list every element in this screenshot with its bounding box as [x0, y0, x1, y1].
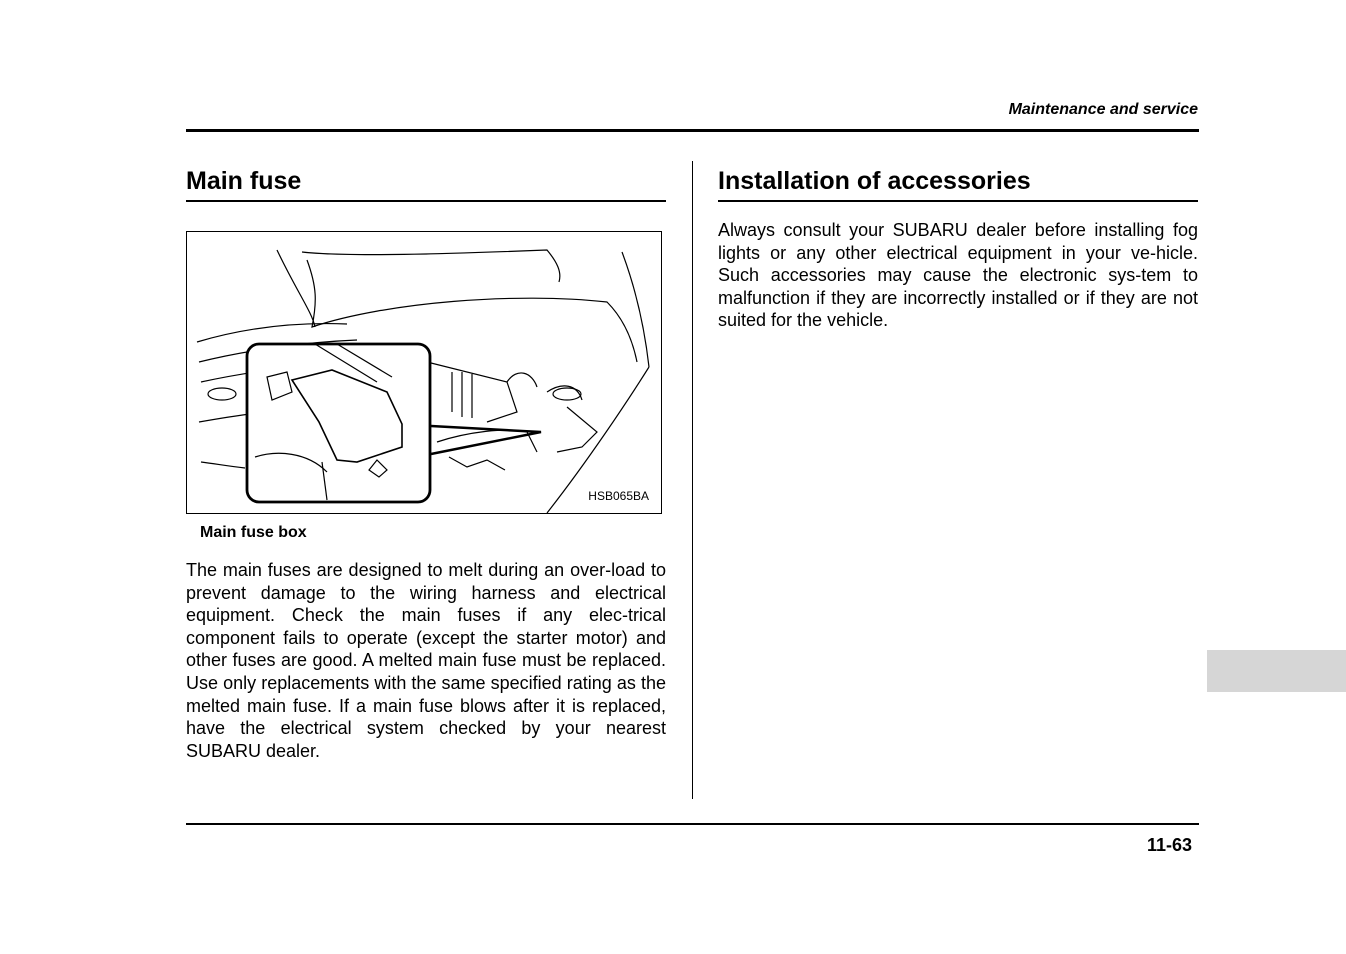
page-number: 11-63: [1146, 835, 1192, 855]
main-fuse-heading: Main fuse: [186, 167, 302, 195]
accessories-heading: Installation of accessories: [718, 167, 1031, 195]
figure-code: HSB065BA: [588, 489, 649, 503]
main-fuse-body: The main fuses are designed to melt during an over-load to prevent damage to the wiring harness and electrical equipment. Check the main fuses if any elec-trical component fails to operate (except the starter motor) and other fuses are good. A melted main fuse must be replaced. Use only replacements with the same specified rating as the melted main fuse. If a main fuse blows after it is replaced, have the electrical system checked by your nearest SUBARU dealer.: [186, 560, 666, 761]
accessories-body: Always consult your SUBARU dealer before installing fog lights or any other electrical equipment in your ve-hicle. Such accessories may cause the electronic sys-tem to malfunction if they are incorrectly installed or if they are not suited for the vehicle.: [718, 220, 1198, 331]
running-header: Maintenance and service: [1008, 101, 1198, 118]
chapter-tab: [1207, 650, 1346, 692]
footer-rule: [186, 823, 1199, 825]
accessories-heading-rule: [718, 200, 1198, 202]
column-divider: [692, 161, 693, 799]
figure-caption: Main fuse box: [200, 524, 307, 541]
header-rule: [186, 129, 1199, 132]
main-fuse-heading-rule: [186, 200, 666, 202]
main-fuse-illustration: [186, 231, 662, 514]
